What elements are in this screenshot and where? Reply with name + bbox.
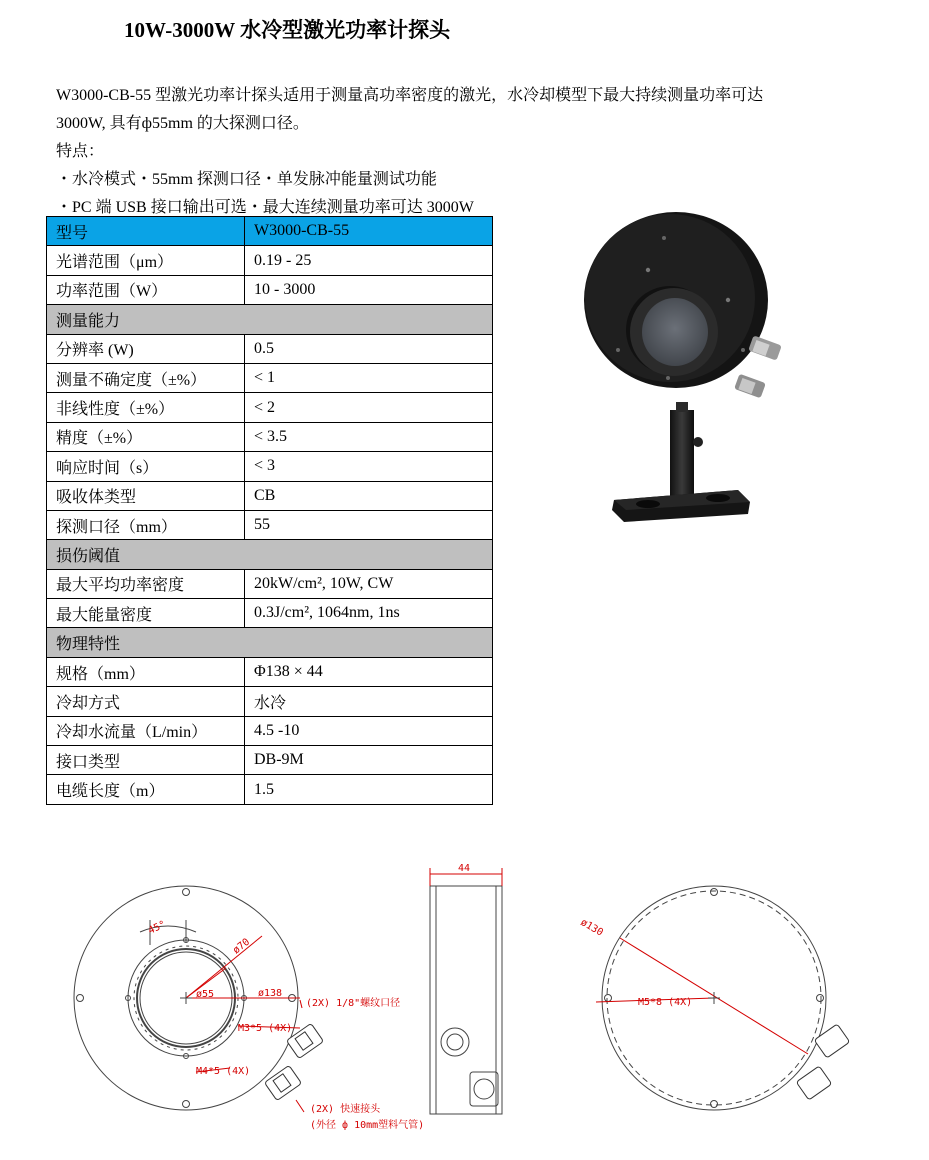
table-header-row — [47, 217, 493, 246]
table-row — [47, 246, 493, 275]
width-label: 44 — [458, 863, 471, 874]
thread-label: (2X) 1/8"螺纹口径 — [306, 998, 401, 1009]
section-title: 损伤阈值 — [47, 540, 493, 569]
spec-label: 分辨率 (W) — [47, 334, 245, 363]
spec-label: 探测口径（mm） — [47, 510, 245, 539]
m3-hole-label: M3*5 (4X) — [238, 1023, 293, 1034]
m5-hole-label: M5*8 (4X) — [638, 997, 693, 1008]
spec-value: 55 — [245, 510, 493, 539]
features-line: ・水冷模式・55mm 探测口径・单发脉冲能量测试功能 — [56, 171, 437, 188]
spec-label: 电缆长度（m） — [47, 775, 245, 804]
spec-value: 10 - 3000 — [245, 275, 493, 304]
spec-label: 测量不确定度（±%） — [47, 363, 245, 392]
spec-value: 0.5 — [245, 334, 493, 363]
spec-label: 规格（mm） — [47, 657, 245, 686]
diameter-55-label: ø55 — [196, 989, 215, 1000]
table-row — [47, 775, 493, 804]
intro-line: 3000W, 具有ф55mm 的大探测口径。 — [56, 115, 309, 132]
spec-label: 精度（±%） — [47, 422, 245, 451]
diameter-138-label: ø138 — [258, 988, 283, 999]
spec-label: 响应时间（s） — [47, 452, 245, 481]
spec-label: 功率范围（W） — [47, 275, 245, 304]
connector-label: (2X) 快速接头 — [310, 1104, 381, 1115]
spec-value: 水冷 — [245, 687, 493, 716]
table-row — [47, 510, 493, 539]
spec-value: < 3.5 — [245, 422, 493, 451]
fitting-icon — [264, 1023, 323, 1100]
spec-value: < 1 — [245, 363, 493, 392]
spec-value: DB-9M — [245, 746, 493, 775]
table-row — [47, 687, 493, 716]
page-title: 10W-3000W 水冷型激光功率计探头 — [124, 18, 451, 42]
diameter-130-label: ø130 — [578, 917, 605, 939]
spec-value: < 3 — [245, 452, 493, 481]
m4-hole-label: M4*5 (4X) — [196, 1066, 251, 1077]
spec-table — [46, 216, 493, 805]
header-label: 型号 — [47, 217, 245, 246]
table-row — [47, 569, 493, 598]
spec-value: 1.5 — [245, 775, 493, 804]
technical-drawings — [0, 850, 929, 1160]
spec-value: 0.19 - 25 — [245, 246, 493, 275]
section-row — [47, 305, 493, 334]
table-row — [47, 393, 493, 422]
spec-label: 冷却方式 — [47, 687, 245, 716]
spec-label: 非线性度（±%） — [47, 393, 245, 422]
diameter-70-label: ø70 — [231, 936, 253, 957]
intro-line: W3000-CB-55 型激光功率计探头适用于测量高功率密度的激光，水冷却模型下最大持续测量功率可达 — [56, 87, 764, 104]
features-line: ・PC 端 USB 接口输出可选・最大连续测量功率可达 3000W — [56, 199, 474, 216]
spec-label: 光谱范围（μm） — [47, 246, 245, 275]
table-row — [47, 716, 493, 745]
header-value: W3000-CB-55 — [245, 217, 493, 246]
spec-label: 最大能量密度 — [47, 599, 245, 628]
table-row — [47, 599, 493, 628]
spec-label: 冷却水流量（L/min） — [47, 716, 245, 745]
spec-value: 0.3J/cm², 1064nm, 1ns — [245, 599, 493, 628]
spec-label: 最大平均功率密度 — [47, 569, 245, 598]
section-row — [47, 540, 493, 569]
angle-label: 45° — [146, 919, 168, 937]
intro-text — [56, 82, 906, 222]
table-row — [47, 452, 493, 481]
table-row — [47, 746, 493, 775]
fitting-icon — [796, 1024, 850, 1100]
back-view — [596, 886, 826, 1110]
spec-value: Φ138 × 44 — [245, 657, 493, 686]
table-row — [47, 363, 493, 392]
features-label: 特点： — [56, 143, 105, 160]
spec-value: CB — [245, 481, 493, 510]
spec-value: < 2 — [245, 393, 493, 422]
section-row — [47, 628, 493, 657]
side-view — [430, 868, 502, 1114]
product-photo — [578, 210, 808, 530]
connector-note: (外径 ф 10mm塑料气管) — [310, 1120, 425, 1131]
spec-value: 4.5 -10 — [245, 716, 493, 745]
table-row — [47, 275, 493, 304]
spec-label: 接口类型 — [47, 746, 245, 775]
table-row — [47, 422, 493, 451]
section-title: 测量能力 — [47, 305, 493, 334]
spec-value: 20kW/cm², 10W, CW — [245, 569, 493, 598]
table-row — [47, 481, 493, 510]
section-title: 物理特性 — [47, 628, 493, 657]
table-row — [47, 657, 493, 686]
spec-label: 吸收体类型 — [47, 481, 245, 510]
table-row — [47, 334, 493, 363]
